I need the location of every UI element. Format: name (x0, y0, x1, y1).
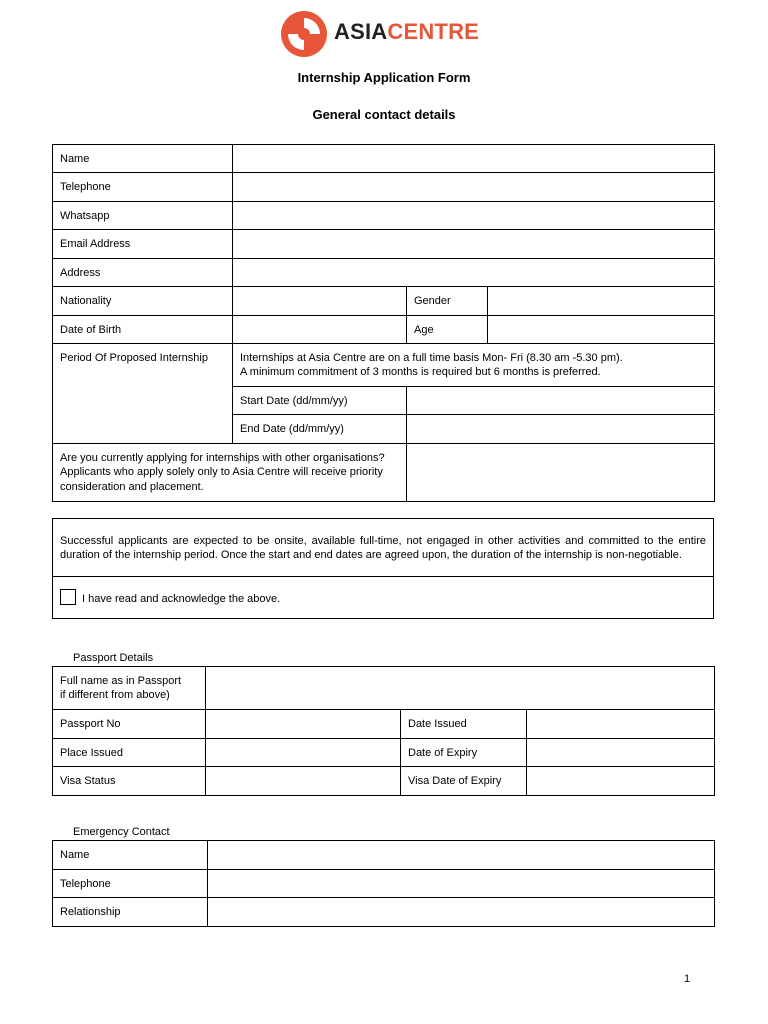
logo-swirl-icon (280, 10, 328, 58)
address-label: Address (53, 259, 233, 287)
acknowledgement-row (53, 577, 714, 619)
passport-no-label: Passport No (53, 710, 206, 739)
dob-label: Date of Birth (53, 316, 233, 344)
emergency-name-label: Name (53, 841, 208, 870)
gender-label: Gender (407, 287, 488, 316)
age-field[interactable] (488, 316, 715, 344)
asia-centre-logo (280, 10, 490, 58)
logo-text-centre: CENTRE (387, 19, 480, 44)
end-date-label: End Date (dd/mm/yy) (233, 415, 407, 444)
period-label: Period Of Proposed Internship (53, 344, 233, 444)
whatsapp-field[interactable] (233, 202, 715, 230)
visa-status-field[interactable] (206, 767, 401, 796)
page-number: 1 (684, 973, 691, 985)
age-label: Age (407, 316, 488, 344)
form-title: Internship Application Form (297, 70, 471, 85)
passport-section-heading: Passport Details (73, 652, 154, 664)
visa-expiry-label: Visa Date of Expiry (401, 767, 527, 796)
passport-full-name-line1: Full name as in Passport (60, 675, 182, 687)
emergency-name-field[interactable] (208, 841, 715, 870)
gender-field[interactable] (488, 287, 715, 316)
passport-full-name-label (53, 667, 206, 710)
passport-details-table (52, 666, 715, 796)
emergency-telephone-label: Telephone (53, 870, 208, 898)
whatsapp-label: Whatsapp (53, 202, 233, 230)
telephone-label: Telephone (53, 173, 233, 202)
nationality-field[interactable] (233, 287, 407, 316)
end-date-field[interactable] (407, 415, 715, 444)
name-field[interactable] (233, 145, 715, 173)
logo-text-asia: ASIA (334, 19, 388, 44)
other-applications-field[interactable] (407, 444, 715, 502)
emergency-section-heading: Emergency Contact (73, 826, 170, 838)
telephone-field[interactable] (233, 173, 715, 202)
dob-field[interactable] (233, 316, 407, 344)
place-issued-field[interactable] (206, 739, 401, 767)
passport-full-name-line2: if different from above) (60, 689, 170, 701)
name-label: Name (53, 145, 233, 173)
place-issued-label: Place Issued (53, 739, 206, 767)
period-info (233, 344, 715, 387)
emergency-contact-table (52, 840, 715, 927)
section-title-contact: General contact details (312, 107, 456, 122)
visa-status-label: Visa Status (53, 767, 206, 796)
passport-full-name-field[interactable] (206, 667, 715, 710)
acknowledgement-table (52, 518, 714, 619)
email-field[interactable] (233, 230, 715, 259)
visa-expiry-field[interactable] (527, 767, 715, 796)
emergency-telephone-field[interactable] (208, 870, 715, 898)
passport-no-field[interactable] (206, 710, 401, 739)
email-label: Email Address (53, 230, 233, 259)
date-issued-field[interactable] (527, 710, 715, 739)
period-info-line2: A minimum commitment of 3 months is required but 6 months is preferred. (240, 366, 601, 378)
acknowledge-checkbox[interactable] (60, 589, 76, 605)
emergency-relationship-field[interactable] (208, 898, 715, 927)
start-date-label: Start Date (dd/mm/yy) (233, 387, 407, 415)
period-info-line1: Internships at Asia Centre are on a full time basis Mon- Fri (8.30 am -5.30 pm). (240, 352, 623, 364)
logo-wordmark (334, 19, 479, 45)
date-expiry-label: Date of Expiry (401, 739, 527, 767)
start-date-field[interactable] (407, 387, 715, 415)
acknowledge-checkbox-label: I have read and acknowledge the above. (82, 593, 281, 605)
address-field[interactable] (233, 259, 715, 287)
acknowledgement-text: Successful applicants are expected to be onsite, available full-time, not engaged in other activities and committed to the entire duration of the internship period. Once the start and end dates are agreed upon, the duration of the internship is non-negotiable. (53, 519, 714, 577)
emergency-relationship-label: Relationship (53, 898, 208, 927)
other-applications-label: Are you currently applying for internships with other organisations? Applicants who apply solely only to Asia Centre will receive priority consideration and placement. (53, 444, 407, 502)
date-expiry-field[interactable] (527, 739, 715, 767)
date-issued-label: Date Issued (401, 710, 527, 739)
contact-details-table (52, 144, 715, 502)
nationality-label: Nationality (53, 287, 233, 316)
